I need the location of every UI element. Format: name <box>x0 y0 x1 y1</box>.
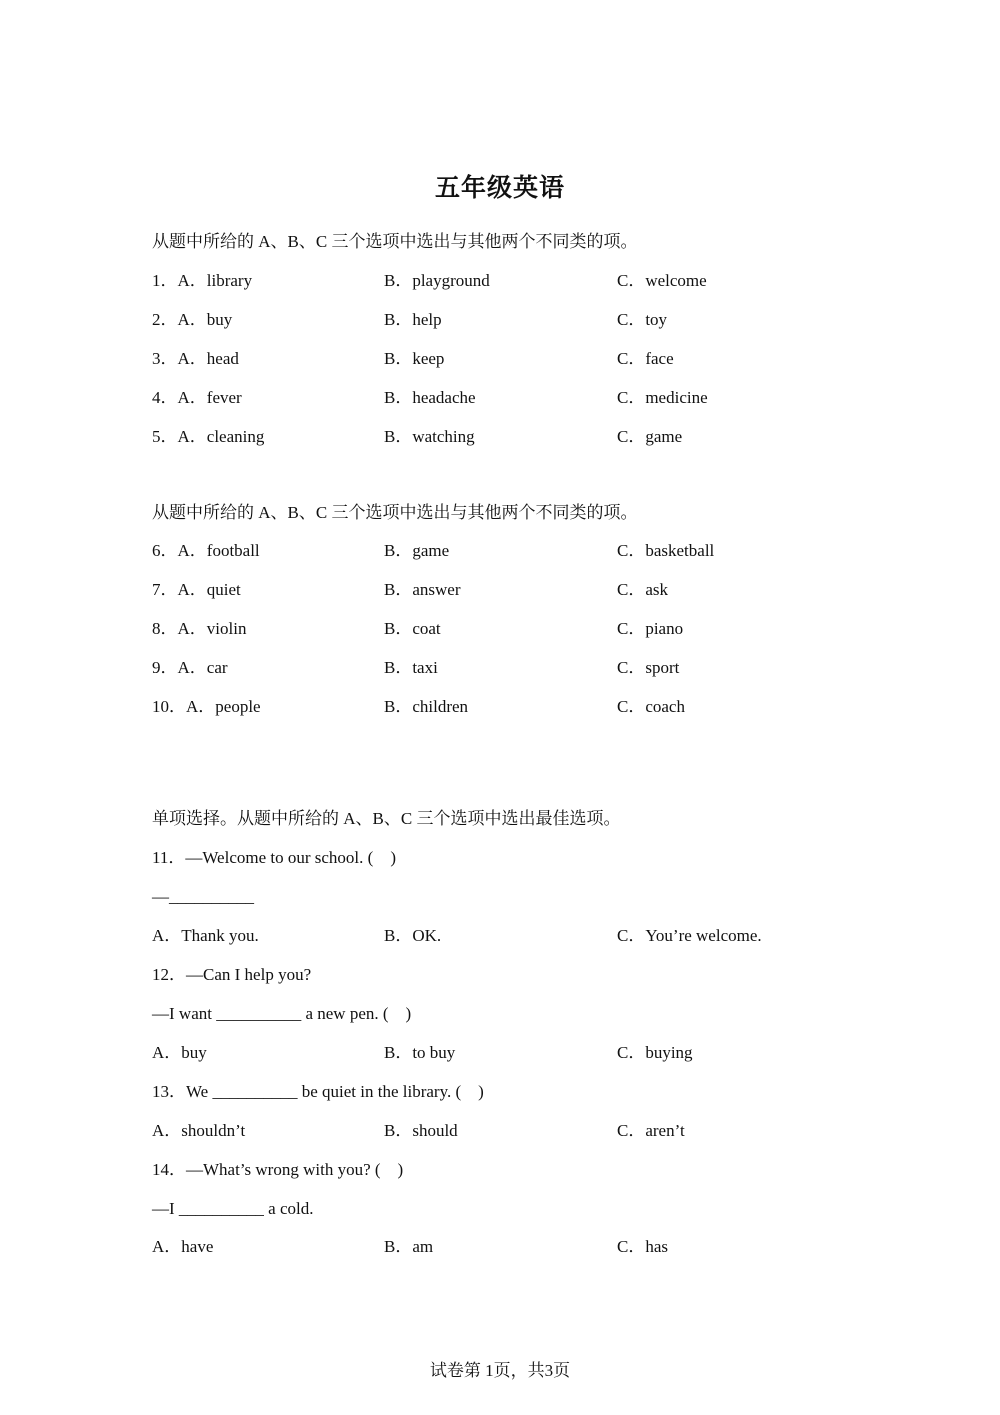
question-row <box>152 579 852 601</box>
question-options <box>152 1120 852 1142</box>
question-row <box>152 657 852 679</box>
option-c: C．You’re welcome. <box>617 926 762 945</box>
option-b: B．to buy <box>384 1043 456 1062</box>
option-b: B．playground <box>384 271 490 290</box>
option-b: B．children <box>384 697 469 716</box>
option-b: B．am <box>384 1237 434 1256</box>
option-a: 10．A．people <box>152 697 261 716</box>
option-c: C．piano <box>617 619 684 638</box>
question-row <box>152 540 852 562</box>
option-a: A．Thank you. <box>152 926 259 945</box>
answer-blank-line: —__________ <box>152 887 254 906</box>
option-c: C．coach <box>617 697 685 716</box>
section1-instruction: 从题中所给的 A、B、C 三个选项中选出与其他两个不同类的项。 <box>152 232 638 251</box>
option-c: C．game <box>617 427 683 446</box>
option-a: 5．A．cleaning <box>152 427 265 446</box>
option-a: A．shouldn’t <box>152 1121 246 1140</box>
option-b: B．taxi <box>384 658 438 677</box>
option-c: C．medicine <box>617 388 708 407</box>
document-title: 五年级英语 <box>434 173 565 202</box>
option-a: 2．A．buy <box>152 310 233 329</box>
option-b: B．keep <box>384 349 445 368</box>
option-c: C．aren’t <box>617 1121 685 1140</box>
option-c: C．toy <box>617 310 668 329</box>
question-row <box>152 387 852 409</box>
question-options <box>152 925 852 947</box>
answer-blank-line: —I want __________ a new pen. ( ) <box>152 1004 412 1023</box>
option-b: B．help <box>384 310 442 329</box>
question-stem: 13．We __________ be quiet in the library. ( ) <box>152 1082 484 1101</box>
page-footer: 试卷第 1页，共3页 <box>429 1361 571 1380</box>
option-b: B．headache <box>384 388 476 407</box>
question-row <box>152 270 852 292</box>
option-a: 4．A．fever <box>152 388 242 407</box>
question-stem: 12．—Can I help you? <box>152 965 312 984</box>
option-a: A．have <box>152 1237 214 1256</box>
question-stem: 14．—What’s wrong with you? ( ) <box>152 1160 404 1179</box>
option-c: C．sport <box>617 658 680 677</box>
question-options <box>152 1236 852 1258</box>
question-options <box>152 1042 852 1064</box>
option-b: B．watching <box>384 427 475 446</box>
option-c: C．buying <box>617 1043 693 1062</box>
option-c: C．basketball <box>617 541 715 560</box>
option-c: C．welcome <box>617 271 707 290</box>
option-c: C．ask <box>617 580 668 599</box>
option-c: C．face <box>617 349 674 368</box>
option-a: 3．A．head <box>152 349 239 368</box>
question-stem: 11．—Welcome to our school. ( ) <box>152 848 396 867</box>
option-a: A．buy <box>152 1043 207 1062</box>
section3-instruction: 单项选择。从题中所给的 A、B、C 三个选项中选出最佳选项。 <box>152 809 621 828</box>
question-row <box>152 309 852 331</box>
option-b: B．answer <box>384 580 461 599</box>
question-row <box>152 348 852 370</box>
question-row <box>152 426 852 448</box>
option-b: B．should <box>384 1121 458 1140</box>
answer-blank-line: —I __________ a cold. <box>152 1199 314 1218</box>
option-b: B．OK. <box>384 926 442 945</box>
option-a: 1．A．library <box>152 271 253 290</box>
section2-instruction: 从题中所给的 A、B、C 三个选项中选出与其他两个不同类的项。 <box>152 503 638 522</box>
option-b: B．coat <box>384 619 441 638</box>
question-row <box>152 618 852 640</box>
option-a: 6．A．football <box>152 541 260 560</box>
option-b: B．game <box>384 541 450 560</box>
option-c: C．has <box>617 1237 668 1256</box>
option-a: 8．A．violin <box>152 619 247 638</box>
question-row <box>152 696 852 718</box>
option-a: 7．A．quiet <box>152 580 241 599</box>
option-a: 9．A．car <box>152 658 228 677</box>
